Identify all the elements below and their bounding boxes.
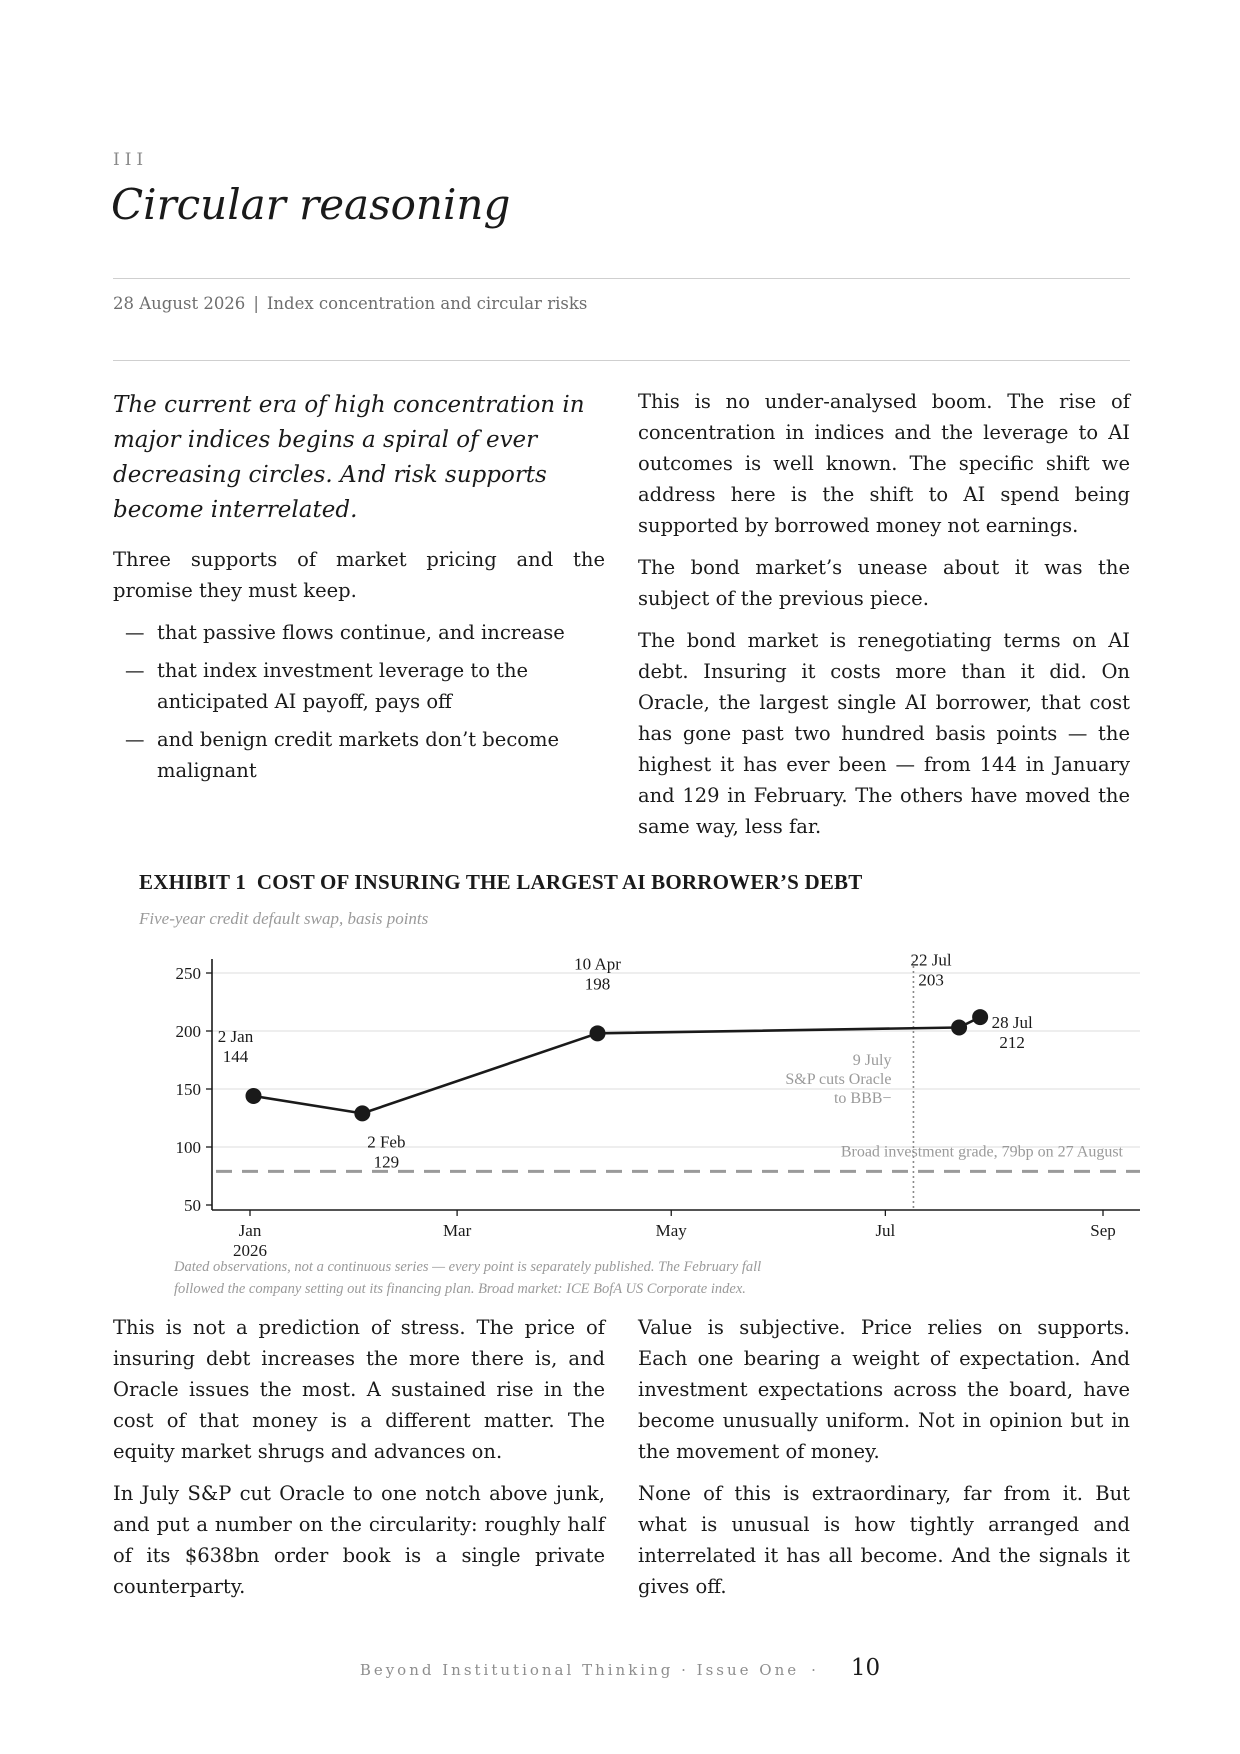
dash-marker: — xyxy=(125,621,145,644)
footer-dot: · xyxy=(811,1661,819,1679)
data-point xyxy=(972,1009,988,1025)
data-label-line: 144 xyxy=(222,1046,249,1066)
data-label xyxy=(992,1013,1033,1052)
dash-marker: — xyxy=(125,728,145,751)
supports-list xyxy=(113,617,605,786)
y-tick-label-line: 50 xyxy=(184,1196,201,1215)
data-label xyxy=(218,1027,254,1066)
x-tick-label-line: 2026 xyxy=(233,1241,267,1260)
supports-intro: Three supports of market pricing and the promise they must keep. xyxy=(113,548,605,602)
list-item-text: and benign credit markets don’t become malignant xyxy=(157,728,560,782)
top-rule xyxy=(113,278,1130,279)
list-item-text: that index investment leverage to the anticipated AI payoff, pays off xyxy=(157,659,529,713)
event-label xyxy=(785,1052,891,1107)
data-label-line: 22 Jul xyxy=(910,950,952,970)
list-item-text: that passive flows continue, and increase xyxy=(157,621,565,644)
x-tick-label-line: May xyxy=(655,1221,687,1240)
y-tick-label xyxy=(176,1138,202,1157)
bottom-right-column xyxy=(638,1312,1130,1613)
y-tick-label-line: 100 xyxy=(175,1138,201,1157)
page-footer xyxy=(0,1655,1240,1681)
data-label-line: 10 Apr xyxy=(574,954,621,974)
intro-column xyxy=(113,388,605,793)
reference-line-label xyxy=(841,1143,1124,1160)
series-line xyxy=(254,1017,981,1113)
data-label-line: 198 xyxy=(584,974,611,994)
event-label-line: S&P cuts Oracle xyxy=(785,1071,892,1088)
note-line: followed the company setting out its financing plan. Broad market: ICE BofA US Corporate index. xyxy=(174,1281,746,1297)
right-column-top xyxy=(638,386,1130,853)
data-label-line: 129 xyxy=(373,1152,400,1172)
data-label xyxy=(911,951,952,990)
meta-separator: | xyxy=(253,294,259,313)
exhibit-subtitle: Five-year credit default swap, basis points xyxy=(139,909,429,928)
list-item xyxy=(113,655,605,717)
y-tick-label xyxy=(184,1196,201,1215)
x-tick-label xyxy=(875,1221,895,1240)
data-label-line: 28 Jul xyxy=(991,1013,1033,1033)
meta-rule xyxy=(113,360,1130,361)
data-label xyxy=(367,1132,405,1171)
data-point xyxy=(590,1025,606,1041)
x-tick-label xyxy=(1090,1221,1116,1240)
reference-line-label-line: Broad investment grade, 79bp on 27 August xyxy=(840,1143,1123,1161)
publication-name: Beyond Institutional Thinking · Issue One xyxy=(359,1661,800,1679)
article-meta xyxy=(113,294,587,313)
data-label-line: 212 xyxy=(999,1033,1025,1053)
x-tick-label-line: Mar xyxy=(442,1221,472,1240)
exhibit-note xyxy=(174,1256,874,1300)
event-label-line: 9 July xyxy=(852,1052,892,1069)
x-tick-label-line: Jul xyxy=(875,1221,896,1240)
article-date: 28 August 2026 xyxy=(113,294,246,313)
note-line: Dated observations, not a continuous series — every point is separately published. The February fall xyxy=(174,1259,762,1275)
exhibit-title: EXHIBIT 1 COST OF INSURING THE LARGEST AI BORROWER’S DEBT xyxy=(139,870,863,894)
data-label-line: 203 xyxy=(918,970,944,990)
lede: The current era of high concentration in major indices begins a spiral of ever decreasing circles. And risk supports become interrelated. xyxy=(113,392,585,523)
page-title: Circular reasoning xyxy=(111,180,511,229)
paragraph: The bond market is renegotiating terms on AI debt. Insuring it costs more than it did. On Oracle, the largest single AI borrower, that cost has gone past two hundred basis points — the highest it has ever been — from 144 in January and 129 in February. The others have moved the same way, less far. xyxy=(638,629,1130,838)
paragraph: This is no under-analysed boom. The rise of concentration in indices and the leverage to AI outcomes is well known. The specific shift we address here is the shift to AI spend being supported by borrowed money not earnings. xyxy=(638,390,1130,537)
data-point xyxy=(354,1105,370,1121)
list-item xyxy=(113,724,605,786)
paragraph: Value is subjective. Price relies on supports. Each one bearing a weight of expectation. And investment expectations across the board, have become unusually uniform. Not in opinion but in the movement of money. xyxy=(638,1316,1130,1463)
y-tick-label xyxy=(176,1022,202,1041)
event-label-line: to BBB− xyxy=(833,1090,892,1107)
y-tick-label-line: 150 xyxy=(175,1080,201,1099)
y-tick-label-line: 200 xyxy=(175,1022,201,1041)
x-tick-label xyxy=(656,1221,688,1240)
paragraph: The bond market’s unease about it was the subject of the previous piece. xyxy=(638,556,1130,610)
bottom-left-column xyxy=(113,1312,605,1613)
x-tick-label-line: Jan xyxy=(238,1221,262,1240)
list-item xyxy=(113,617,605,648)
data-label-line: 2 Jan xyxy=(217,1026,254,1046)
data-point xyxy=(951,1020,967,1036)
data-label xyxy=(574,954,621,993)
data-label-line: 2 Feb xyxy=(367,1132,406,1152)
x-tick-label xyxy=(443,1221,472,1240)
article-topic: Index concentration and circular risks xyxy=(266,294,588,313)
page-number: 10 xyxy=(850,1655,881,1681)
x-tick-label xyxy=(233,1221,267,1260)
y-tick-label-line: 250 xyxy=(175,964,201,983)
paragraph: In July S&P cut Oracle to one notch above junk, and put a number on the circularity: roughly half of its $638bn order book is a single private counterparty. xyxy=(113,1482,605,1598)
section-number: III xyxy=(113,150,149,170)
data-point xyxy=(246,1088,262,1104)
y-tick-label xyxy=(176,1080,202,1099)
y-tick-label xyxy=(176,964,202,983)
dash-marker: — xyxy=(125,659,145,682)
paragraph: This is not a prediction of stress. The price of insuring debt increases the more there is, and Oracle issues the most. A sustained rise in the cost of that money is a different matter. The equity market shrugs and advances on. xyxy=(113,1316,605,1463)
x-tick-label-line: Sep xyxy=(1090,1221,1116,1240)
paragraph: None of this is extraordinary, far from it. But what is unusual is how tightly arranged and interrelated it has all become. And the signals it gives off. xyxy=(638,1482,1130,1598)
